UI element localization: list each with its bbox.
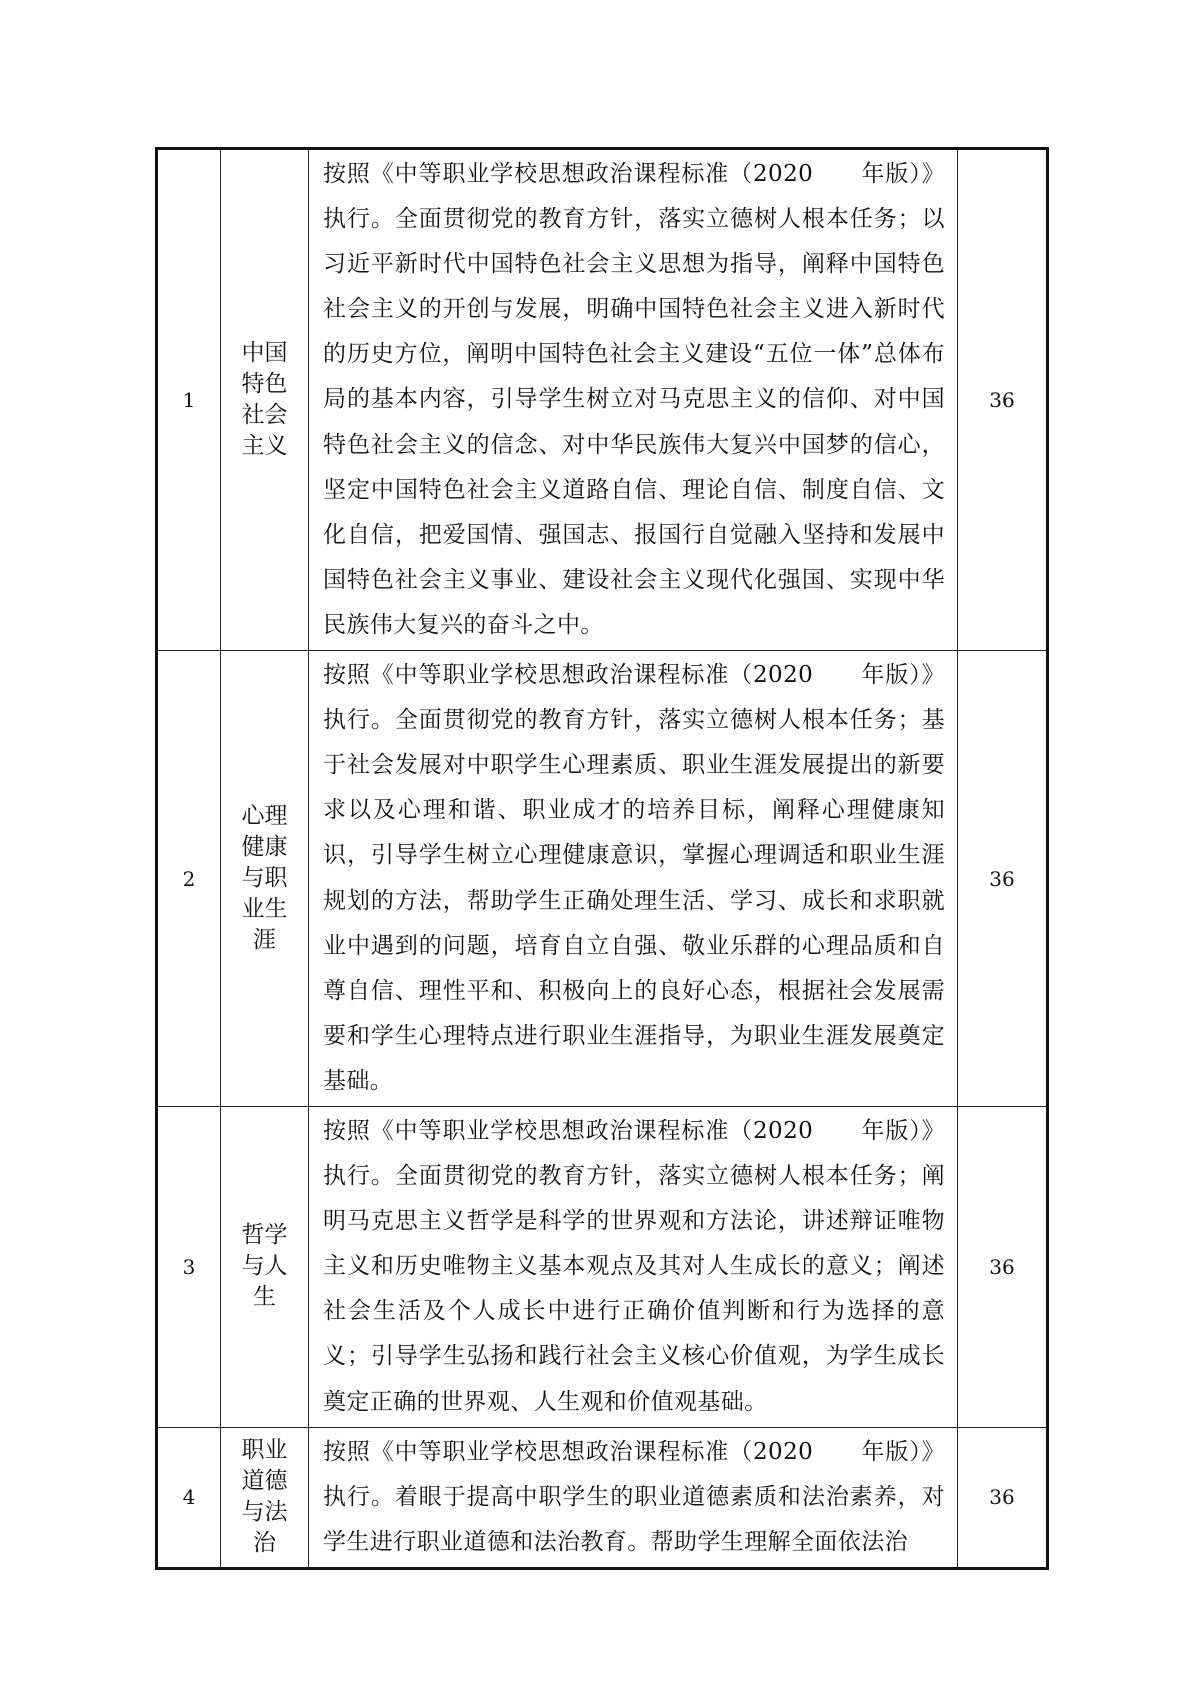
course-hours: 36 [958,651,1048,1107]
row-number: 4 [157,1427,221,1568]
course-content: 按照《中等职业学校思想政治课程标准（2020 年版）》执行。全面贯彻党的教育方针，落实立德树人根本任务；基于社会发展对中职学生心理素质、职业生涯发展提出的新要求以及心理和谐、职业成才的培养目标，阐释心理健康知识，引导学生树立心理健康意识，掌握心理调适和职业生涯规划的方法，帮助学生正确处理生活、学习、成长和求职就业中遇到的问题，培育自立自强、敬业乐群的心理品质和自尊自信、理性平和、积极向上的良好心态，根据社会发展需要和学生心理特点进行职业生涯指导，为职业生涯发展奠定基础。 [309,651,958,1107]
course-content: 按照《中等职业学校思想政治课程标准（2020 年版）》执行。着眼于提高中职学生的职业道德素质和法治素养，对学生进行职业道德和法治教育。帮助学生理解全面依法治 [309,1427,958,1568]
course-content: 按照《中等职业学校思想政治课程标准（2020 年版）》执行。全面贯彻党的教育方针，落实立德树人根本任务；以习近平新时代中国特色社会主义思想为指导，阐释中国特色社会主义的开创与发展，明确中国特色社会主义进入新时代的历史方位，阐明中国特色社会主义建设“五位一体”总体布局的基本内容，引导学生树立对马克思主义的信仰、对中国特色社会主义的信念、对中华民族伟大复兴中国梦的信心，坚定中国特色社会主义道路自信、理论自信、制度自信、文化自信，把爱国情、强国志、报国行自觉融入坚持和发展中国特色社会主义事业、建设社会主义现代化强国、实现中华民族伟大复兴的奋斗之中。 [309,149,958,651]
course-name-cell [221,651,309,1107]
course-content: 按照《中等职业学校思想政治课程标准（2020 年版）》执行。全面贯彻党的教育方针，落实立德树人根本任务；阐明马克思主义哲学是科学的世界观和方法论，讲述辩证唯物主义和历史唯物主义基本观点及其对人生成长的意义；阐述社会生活及个人成长中进行正确价值判断和行为选择的意义；引导学生弘扬和践行社会主义核心价值观，为学生成长奠定正确的世界观、人生观和价值观基础。 [309,1106,958,1427]
course-name: 职业道德与法治 [241,1437,288,1557]
course-hours: 36 [958,1427,1048,1568]
course-hours: 36 [958,149,1048,651]
course-name: 中国特色社会主义 [241,340,288,460]
course-name-cell [221,1427,309,1568]
course-hours: 36 [958,1106,1048,1427]
table-row [157,149,1048,651]
table-row [157,651,1048,1107]
table-row [157,1106,1048,1427]
row-number: 2 [157,651,221,1107]
course-table [155,147,1049,1570]
row-number: 1 [157,149,221,651]
course-name: 心理健康与职业生涯 [241,803,288,953]
course-name-cell [221,1106,309,1427]
course-name: 哲学与人生 [241,1222,288,1311]
course-name-cell [221,149,309,651]
row-number: 3 [157,1106,221,1427]
table-row [157,1427,1048,1568]
